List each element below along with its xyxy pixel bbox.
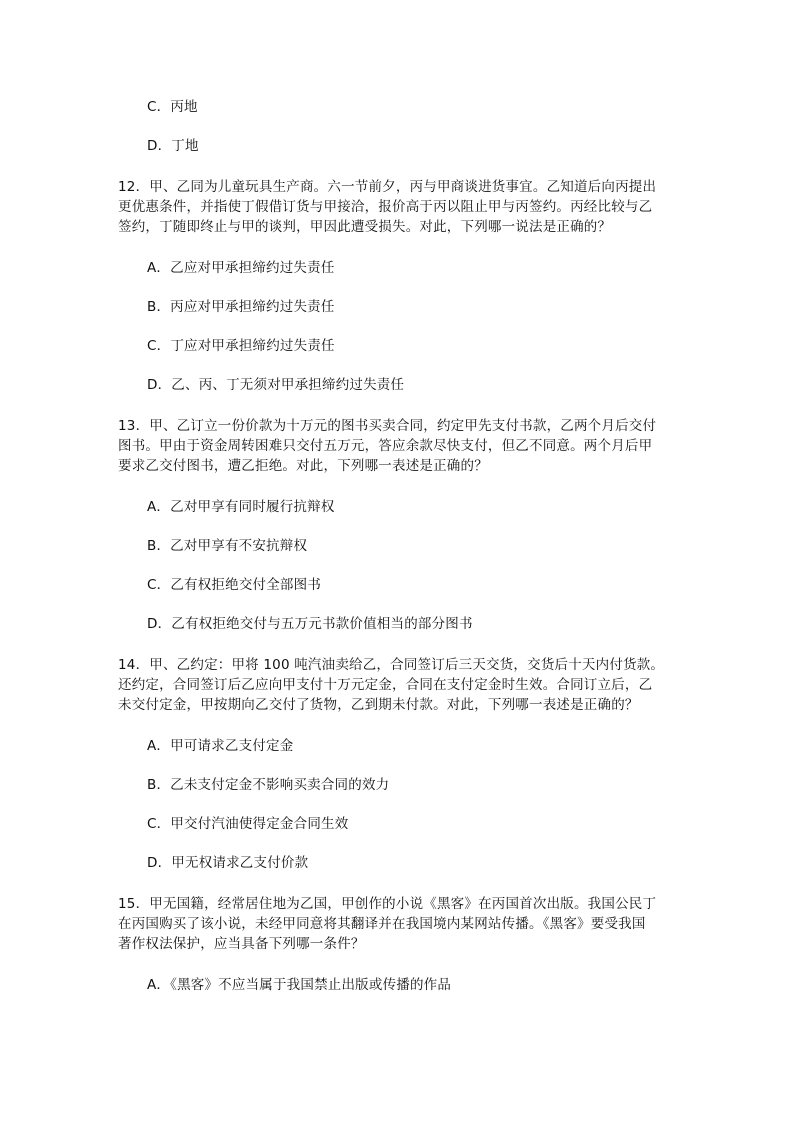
q13-option-c: C．乙有权拒绝交付全部图书 (147, 577, 322, 593)
q11-option-d: D．丁地 (147, 138, 199, 154)
q12-option-a: A．乙应对甲承担缔约过失责任 (147, 260, 335, 276)
q11-option-c: C．丙地 (147, 99, 198, 115)
q12-stem-line1: 12．甲、乙同为儿童玩具生产商。六一节前夕，丙与甲商谈进货事宜。乙知道后向丙提出 (118, 179, 657, 195)
q15-stem-line2: 在丙国购买了该小说，未经甲同意将其翻译并在我国境内某网站传播。《黑客》要受我国 (118, 916, 646, 932)
q14-option-d: D．甲无权请求乙支付价款 (147, 855, 309, 871)
q14-option-b: B．乙未支付定金不影响买卖合同的效力 (147, 777, 390, 793)
q14-stem-line1: 14．甲、乙约定：甲将 100 吨汽油卖给乙，合同签订后三天交货，交货后十天内付货款。 (118, 657, 665, 673)
q14-stem-line3: 未交付定金，甲按期向乙交付了货物，乙到期未付款。对此，下列哪一表述是正确的？ (118, 697, 639, 713)
q15-option-a: A．《黑客》不应当属于我国禁止出版或传播的作品 (147, 977, 452, 993)
q13-option-d: D．乙有权拒绝交付与五万元书款价值相当的部分图书 (147, 616, 473, 632)
q12-stem-line2: 更优惠条件，并指使丁假借订货与甲接洽，报价高于丙以阻止甲与丙签约。丙经比较与乙 (118, 199, 653, 215)
q14-stem-line2: 还约定，合同签订后乙应向甲支付十万元定金，合同在支付定金时生效。合同订立后，乙 (118, 677, 653, 693)
q13-stem-line3: 要求乙交付图书，遭乙拒绝。对此，下列哪一表述是正确的？ (118, 458, 488, 474)
q14-option-a: A．甲可请求乙支付定金 (147, 738, 294, 754)
q13-stem-line1: 13．甲、乙订立一份价款为十万元的图书买卖合同，约定甲先支付书款，乙两个月后交付 (118, 418, 657, 434)
q13-stem-line2: 图书。甲由于资金周转困难只交付五万元，答应余款尽快支付，但乙不同意。两个月后甲 (118, 438, 653, 454)
q15-stem-line3: 著作权法保护，应当具备下列哪一条件？ (118, 936, 365, 952)
q12-option-c: C．丁应对甲承担缔约过失责任 (147, 338, 335, 354)
q13-option-a: A．乙对甲享有同时履行抗辩权 (147, 499, 335, 515)
q12-stem-line3: 签约，丁随即终止与甲的谈判，甲因此遭受损失。对此，下列哪一说法是正确的？ (118, 219, 612, 235)
q14-option-c: C．甲交付汽油使得定金合同生效 (147, 816, 349, 832)
q12-option-b: B．丙应对甲承担缔约过失责任 (147, 299, 335, 315)
q13-option-b: B．乙对甲享有不安抗辩权 (147, 538, 308, 554)
q12-option-d: D．乙、丙、丁无须对甲承担缔约过失责任 (147, 377, 405, 393)
q15-stem-line1: 15．甲无国籍，经常居住地为乙国，甲创作的小说《黑客》在丙国首次出版。我国公民丁 (118, 896, 657, 912)
